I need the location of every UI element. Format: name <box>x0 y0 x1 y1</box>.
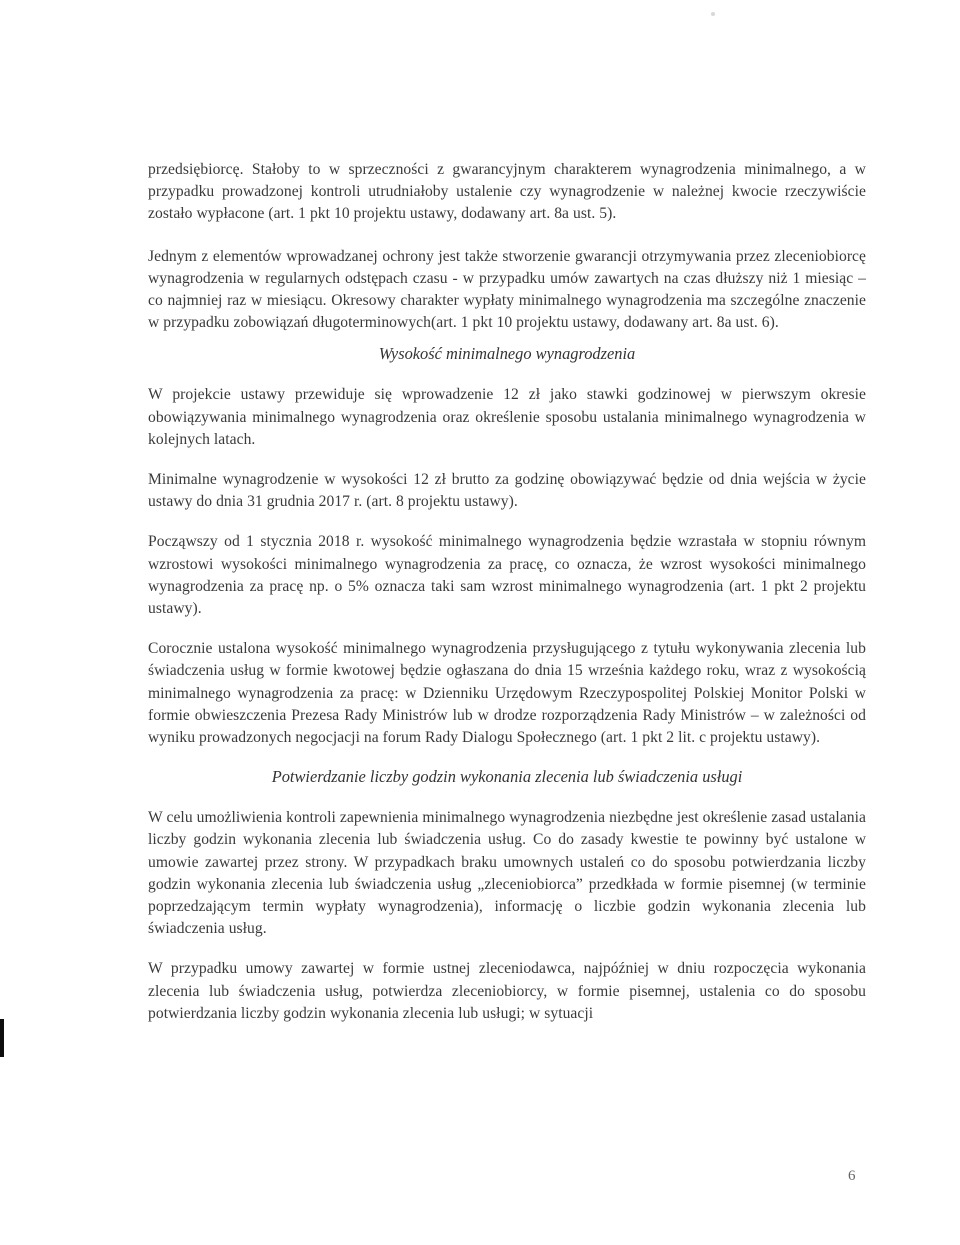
body-paragraph: W projekcie ustawy przewiduje się wprowadzenie 12 zł jako stawki godzinowej w pierwszym okresie obowiązywania minimalnego wynagrodzenia oraz określenie sposobu ustalania minimalnego wynagrodzenia w kolejnych latach. <box>148 386 866 448</box>
section-heading: Potwierdzanie liczby godzin wykonania zlecenia lub świadczenia usługi <box>271 767 743 787</box>
body-paragraph: Jednym z elementów wprowadzanej ochrony jest także stworzenie gwarancji otrzymywania przez zleceniobiorcę wynagrodzenia w regularnych odstępach czasu - w przypadku umów zawartych na czas dłuższy niż 1 miesiąc – co najmniej raz w miesiącu. Okresowy charakter wypłaty minimalnego wynagrodzenia ma szczególne znaczenie w przypadku zobowiązań długoterminowych(art. 1 pkt 10 projektu ustawy, dodawany art. 8a ust. 6). <box>148 247 866 332</box>
scan-speck <box>711 12 715 16</box>
section-heading: Wysokość minimalnego wynagrodzenia <box>378 344 636 364</box>
body-paragraph: Minimalne wynagrodzenie w wysokości 12 zł brutto za godzinę obowiązywać będzie od dnia wejścia w życie ustawy do dnia 31 grudnia 2017 r. (art. 8 projektu ustawy). <box>148 471 866 511</box>
document-body <box>148 159 866 1043</box>
body-paragraph: Począwszy od 1 stycznia 2018 r. wysokość minimalnego wynagrodzenia będzie wzrastała w stopniu równym wzrostowi wysokości minimalnego wynagrodzenia za pracę, co oznacza, że wzrost wysokości minimalnego wynagrodzenia za pracę np. o 5% oznacza taki sam wzrost minimalnego wynagrodzenia (art. 1 pkt 2 projektu ustawy). <box>148 533 866 618</box>
body-paragraph: Corocznie ustalona wysokość minimalnego wynagrodzenia przysługującego z tytułu wykonywania zlecenia lub świadczenia usług w formie kwotowej będzie ogłaszana do dnia 15 września każdego roku, wraz z wysokością minimalnego wynagrodzenia za pracę: w Dzienniku Urzędowym Rzeczypospolitej Polskiej Monitor Polski w formie obwieszczenia Prezesa Rady Ministrów lub w drodze rozporządzenia Rady Ministrów – w zależności od wyniku prowadzonych negocjacji na forum Rady Dialogu Społecznego (art. 1 pkt 2 lit. c projektu ustawy). <box>148 640 866 747</box>
scan-edge-mark <box>0 1019 4 1057</box>
body-paragraph: W przypadku umowy zawartej w formie ustnej zleceniodawca, najpóźniej w dniu rozpoczęcia wykonania zlecenia lub świadczenia usług, potwierdza zleceniobiorcy, w formie pisemnej, ustalenia co do sposobu potwierdzania liczby godzin wykonania zlecenia lub usługi; w sytuacji <box>148 960 866 1022</box>
body-paragraph: przedsiębiorcę. Stałoby to w sprzeczności z gwarancyjnym charakterem wynagrodzenia minimalnego, a w przypadku prowadzonej kontroli utrudniałoby ustalenie czy wynagrodzenie w należnej kwocie rzeczywiście zostało wypłacone (art. 1 pkt 10 projektu ustawy, dodawany art. 8a ust. 5). <box>148 161 866 223</box>
page-number: 6 <box>848 1168 856 1184</box>
body-paragraph: W celu umożliwienia kontroli zapewnienia minimalnego wynagrodzenia niezbędne jest określenie zasad ustalania liczby godzin wykonania zlecenia lub świadczenia usług. Co do zasady kwestie te powinny być ustalone w umowie zawartej przez strony. W przypadkach braku umownych ustaleń co do sposobu potwierdzania liczby godzin wykonania zlecenia lub świadczenia usług „zleceniobiorca” przedkłada w formie pisemnej (w terminie poprzedzającym termin wypłaty wynagrodzenia), informację o liczbie godzin wykonania zlecenia lub świadczenia usług. <box>148 809 866 938</box>
